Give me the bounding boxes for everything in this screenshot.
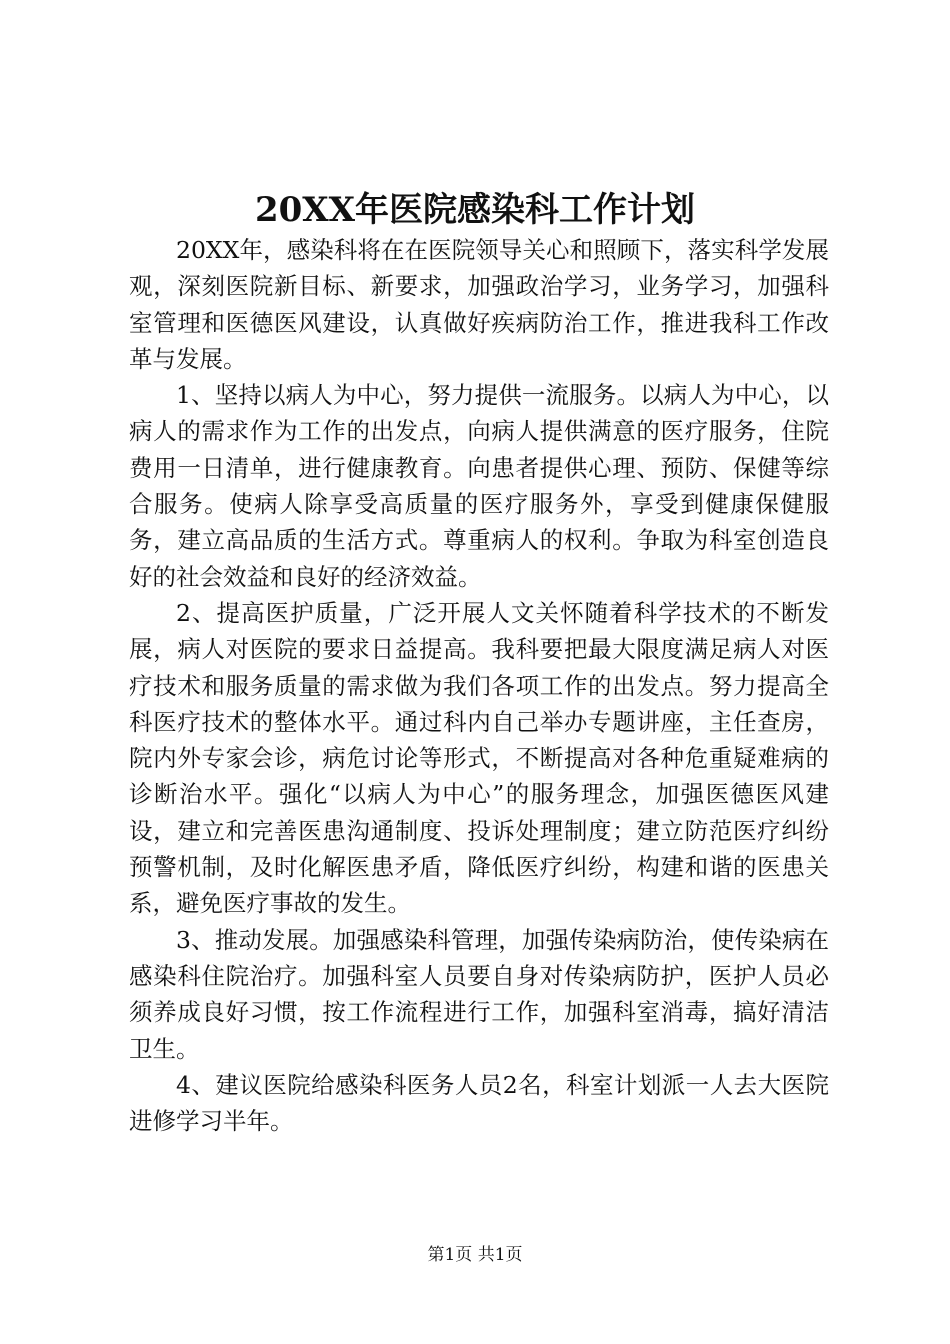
paragraph-item-2: 2、提高医护质量，广泛开展人文关怀随着科学技术的不断发展，病人对医院的要求日益提高。我科要把最大限度满足病人对医疗技术和服务质量的需求做为我们各项工作的出发点。努力提高全科医疗技术的整体水平。通过科内自己举办专题讲座，主任查房，院内外专家会诊，病危讨论等形式，不断提高对各种危重疑难病的诊断治水平。强化“以病人为中心”的服务理念，加强医德医风建设，建立和完善医患沟通制度、投诉处理制度；建立防范医疗纠纷预警机制，及时化解医患矛盾，降低医疗纠纷，构建和谐的医患关系，避免医疗事故的发生。 — [129, 598, 829, 918]
paragraph-item-1: 1、坚持以病人为中心，努力提供一流服务。以病人为中心，以病人的需求作为工作的出发点，向病人提供满意的医疗服务，住院费用一日清单，进行健康教育。向患者提供心理、预防、保健等综合服务。使病人除享受高质量的医疗服务外，享受到健康保健服务，建立高品质的生活方式。尊重病人的权利。争取为科室创造良好的社会效益和良好的经济效益。 — [129, 381, 829, 591]
paragraph-item-4: 4、建议医院给感染科医务人员2名，科室计划派一人去大医院进修学习半年。 — [129, 1070, 829, 1136]
document-body — [129, 232, 829, 1139]
page-footer: 第1页 共1页 — [427, 1245, 523, 1265]
paragraph-intro: 20XX年，感染科将在在医院领导关心和照顾下，落实科学发展观，深刻医院新目标、新要求，加强政治学习，业务学习，加强科室管理和医德医风建设，认真做好疾病防治工作，推进我科工作改革与发展。 — [129, 236, 829, 373]
document-title: 20XX年医院感染科工作计划 — [254, 190, 696, 230]
paragraph-item-3: 3、推动发展。加强感染科管理，加强传染病防治，使传染病在感染科住院治疗。加强科室人员要自身对传染病防护，医护人员必须养成良好习惯，按工作流程进行工作，加强科室消毒，搞好清洁卫生。 — [129, 925, 829, 1063]
